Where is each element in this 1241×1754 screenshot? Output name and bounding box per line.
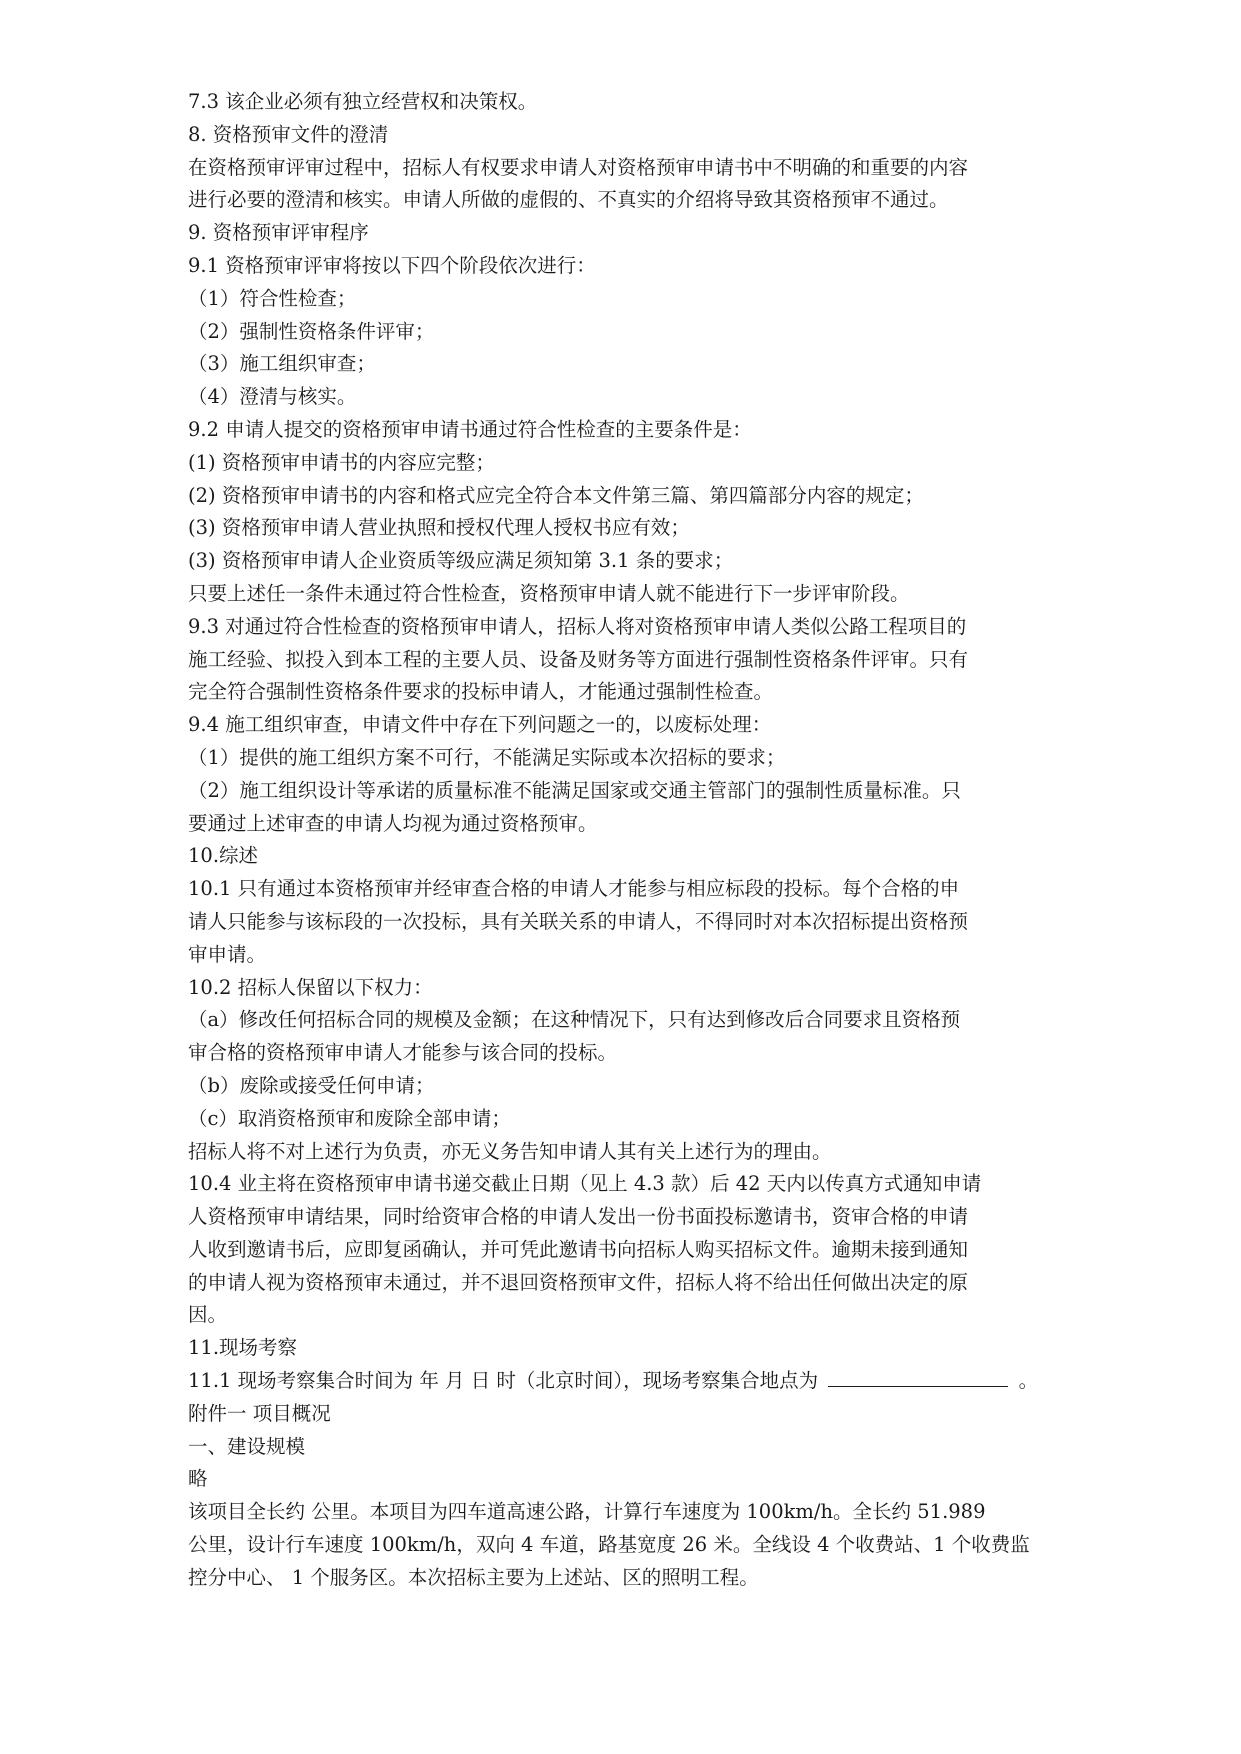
list-item: (3) 资格预审申请人营业执照和授权代理人授权书应有效； xyxy=(188,516,690,540)
section-heading: 一、建设规模 xyxy=(188,1434,306,1458)
section-heading: 11.现场考察 xyxy=(188,1336,298,1360)
list-item: (3) 资格预审申请人企业资质等级应满足须知第 3.1 条的要求； xyxy=(188,549,734,573)
text-line: 人收到邀请书后，应即复函确认，并可凭此邀请书向招标人购买招标文件。逾期未接到通知 xyxy=(188,1237,969,1261)
list-item: （4）澄清与核实。 xyxy=(188,385,357,409)
list-item: （a）修改任何招标合同的规模及金额；在这种情况下，只有达到修改后合同要求且资格预 xyxy=(188,1008,961,1032)
section-heading: 8. 资格预审文件的澄清 xyxy=(188,122,389,146)
site-visit-line xyxy=(188,1365,1128,1398)
text-line: 完全符合强制性资格条件要求的投标申请人，才能通过强制性检查。 xyxy=(188,680,774,704)
list-item: （1）提供的施工组织方案不可行，不能满足实际或本次招标的要求； xyxy=(188,745,786,769)
text-line: 施工经验、拟投入到本工程的主要人员、设备及财务等方面进行强制性资格条件评审。只有 xyxy=(188,647,969,671)
text-line: 招标人将不对上述行为负责，亦无义务告知申请人其有关上述行为的理由。 xyxy=(188,1139,832,1163)
site-visit-end: 。 xyxy=(1018,1369,1039,1393)
text-line: 公里，设计行车速度 100km/h，双向 4 车道，路基宽度 26 米。全线设 4 个收费站、1 个收费监 xyxy=(188,1533,1030,1557)
fill-in-blank xyxy=(828,1366,1008,1387)
list-item: （b）废除或接受任何申请； xyxy=(188,1073,435,1097)
text-line: 9.2 申请人提交的资格预审申请书通过符合性检查的主要条件是： xyxy=(188,417,752,441)
text-line: 9.3 对通过符合性检查的资格预审申请人，招标人将对资格预审申请人类似公路工程项目的 xyxy=(188,614,967,638)
appendix-heading: 附件一 项目概况 xyxy=(188,1401,331,1425)
text-line: 只要上述任一条件未通过符合性检查，资格预审申请人就不能进行下一步评审阶段。 xyxy=(188,581,910,605)
text-line: 9.4 施工组织审查，申请文件中存在下列问题之一的，以废标处理： xyxy=(188,713,772,737)
text-line: 审申请。 xyxy=(188,942,267,966)
site-visit-text: 11.1 现场考察集合时间为 年 月 日 时（北京时间），现场考察集合地点为 xyxy=(188,1369,819,1393)
text-line: 进行必要的澄清和核实。申请人所做的虚假的、不真实的介绍将导致其资格预审不通过。 xyxy=(188,188,949,212)
text-line: 10.4 业主将在资格预审申请书递交截止日期（见上 4.3 款）后 42 天内以传真方式通知申请 xyxy=(188,1172,982,1196)
text-line: 人资格预审申请结果，同时给资审合格的申请人发出一份书面投标邀请书，资审合格的申请 xyxy=(188,1205,969,1229)
list-item: （1）符合性检查； xyxy=(188,286,357,310)
text-line: 9.1 资格预审评审将按以下四个阶段依次进行： xyxy=(188,253,596,277)
text-line: 因。 xyxy=(188,1303,228,1327)
text-line: 该项目全长约 公里。本项目为四车道高速公路，计算行车速度为 100km/h。全长约 51.989 xyxy=(188,1500,986,1524)
text-line: 略 xyxy=(188,1467,208,1491)
list-item: （2）施工组织设计等承诺的质量标准不能满足国家或交通主管部门的强制性质量标准。只 xyxy=(188,778,961,802)
document-page xyxy=(188,86,1128,1595)
list-item: (1) 资格预审申请书的内容应完整； xyxy=(188,450,495,474)
section-heading: 10.综述 xyxy=(188,844,259,868)
text-line: 的申请人视为资格预审未通过，并不退回资格预审文件，招标人将不给出任何做出决定的原 xyxy=(188,1270,969,1294)
list-item: （2）强制性资格条件评审； xyxy=(188,319,435,343)
section-heading: 9. 资格预审评审程序 xyxy=(188,221,369,245)
text-line: 审合格的资格预审申请人才能参与该合同的投标。 xyxy=(188,1041,618,1065)
list-item: （3）施工组织审查； xyxy=(188,352,376,376)
text-line: 要通过上述审查的申请人均视为通过资格预审。 xyxy=(188,811,598,835)
text-line: 10.1 只有通过本资格预审并经审查合格的申请人才能参与相应标段的投标。每个合格的申 xyxy=(188,877,960,901)
text-line: 7.3 该企业必须有独立经营权和决策权。 xyxy=(188,90,538,113)
text-line: 控分中心、 1 个服务区。本次招标主要为上述站、区的照明工程。 xyxy=(188,1565,759,1589)
text-line: 请人只能参与该标段的一次投标，具有关联关系的申请人，不得同时对本次招标提出资格预 xyxy=(188,909,969,933)
text-line: 10.2 招标人保留以下权力： xyxy=(188,975,433,999)
list-item: （c）取消资格预审和废除全部申请； xyxy=(188,1106,511,1130)
text-line: 在资格预审评审过程中，招标人有权要求申请人对资格预审申请书中不明确的和重要的内容 xyxy=(188,155,969,179)
list-item: (2) 资格预审申请书的内容和格式应完全符合本文件第三篇、第四篇部分内容的规定； xyxy=(188,483,924,507)
